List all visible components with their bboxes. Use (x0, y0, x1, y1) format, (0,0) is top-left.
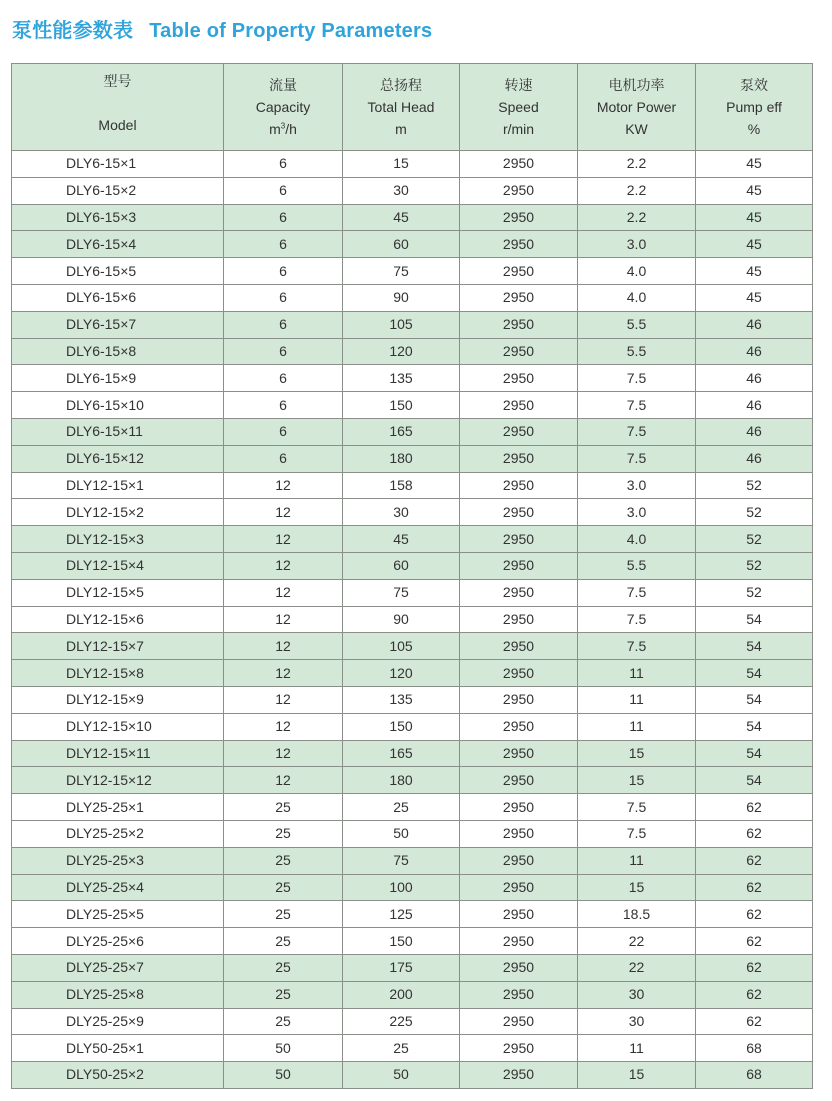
cell-capacity: 25 (224, 901, 343, 928)
page-title (12, 14, 432, 43)
table-row (12, 660, 813, 687)
cell-power: 11 (578, 660, 696, 687)
cell-speed: 2950 (460, 258, 578, 285)
cell-power: 30 (578, 1008, 696, 1035)
cell-eff: 46 (696, 418, 813, 445)
table-row (12, 552, 813, 579)
cell-speed: 2950 (460, 740, 578, 767)
table-row (12, 1008, 813, 1035)
cell-head: 25 (343, 794, 460, 821)
table-row (12, 445, 813, 472)
header-speed-unit: r/min (502, 121, 535, 137)
cell-eff: 45 (696, 177, 813, 204)
cell-eff: 54 (696, 740, 813, 767)
cell-model: DLY12-15×3 (12, 526, 224, 553)
cell-model: DLY12-15×12 (12, 767, 224, 794)
cell-head: 60 (343, 552, 460, 579)
cell-eff: 62 (696, 874, 813, 901)
cell-eff: 62 (696, 981, 813, 1008)
header-head-cn: 总扬程 (380, 77, 422, 93)
cell-head: 45 (343, 526, 460, 553)
cell-power: 11 (578, 1035, 696, 1062)
header-capacity-cn: 流量 (269, 77, 297, 93)
cell-power: 15 (578, 874, 696, 901)
table-row (12, 1062, 813, 1089)
header-model-cn: 型号 (103, 73, 132, 89)
cell-eff: 52 (696, 499, 813, 526)
cell-head: 135 (343, 686, 460, 713)
cell-model: DLY6-15×6 (12, 284, 224, 311)
cell-power: 15 (578, 767, 696, 794)
cell-head: 158 (343, 472, 460, 499)
cell-model: DLY6-15×1 (12, 151, 224, 178)
cell-head: 180 (343, 767, 460, 794)
cell-model: DLY6-15×7 (12, 311, 224, 338)
header-capacity (224, 64, 343, 151)
cell-capacity: 25 (224, 928, 343, 955)
cell-head: 120 (343, 660, 460, 687)
property-parameters-table (11, 63, 813, 1089)
cell-eff: 54 (696, 767, 813, 794)
cell-head: 75 (343, 579, 460, 606)
cell-head: 150 (343, 713, 460, 740)
cell-eff: 68 (696, 1035, 813, 1062)
cell-capacity: 6 (224, 204, 343, 231)
cell-power: 30 (578, 981, 696, 1008)
cell-capacity: 12 (224, 767, 343, 794)
cell-speed: 2950 (460, 472, 578, 499)
cell-capacity: 6 (224, 365, 343, 392)
cell-speed: 2950 (460, 981, 578, 1008)
cell-speed: 2950 (460, 418, 578, 445)
cell-capacity: 6 (224, 177, 343, 204)
cell-head: 120 (343, 338, 460, 365)
cell-capacity: 12 (224, 686, 343, 713)
cell-capacity: 12 (224, 606, 343, 633)
header-speed-cn: 转速 (504, 77, 533, 93)
cell-capacity: 12 (224, 713, 343, 740)
cell-power: 5.5 (578, 338, 696, 365)
cell-speed: 2950 (460, 579, 578, 606)
cell-model: DLY12-15×4 (12, 552, 224, 579)
table-row (12, 981, 813, 1008)
cell-capacity: 25 (224, 954, 343, 981)
cell-speed: 2950 (460, 874, 578, 901)
cell-power: 5.5 (578, 311, 696, 338)
cell-model: DLY12-15×5 (12, 579, 224, 606)
cell-eff: 46 (696, 392, 813, 419)
cell-model: DLY6-15×4 (12, 231, 224, 258)
cell-model: DLY12-15×11 (12, 740, 224, 767)
cell-speed: 2950 (460, 954, 578, 981)
cell-model: DLY25-25×2 (12, 820, 224, 847)
cell-head: 165 (343, 418, 460, 445)
header-head-unit: m (395, 121, 407, 137)
table-row (12, 338, 813, 365)
cell-eff: 46 (696, 365, 813, 392)
table-row (12, 418, 813, 445)
cell-capacity: 25 (224, 1008, 343, 1035)
cell-model: DLY25-25×6 (12, 928, 224, 955)
cell-model: DLY25-25×4 (12, 874, 224, 901)
cell-speed: 2950 (460, 820, 578, 847)
cell-eff: 62 (696, 847, 813, 874)
header-power-cn: 电机功率 (608, 77, 665, 93)
cell-power: 2.2 (578, 204, 696, 231)
cell-power: 2.2 (578, 177, 696, 204)
cell-speed: 2950 (460, 606, 578, 633)
cell-capacity: 6 (224, 392, 343, 419)
cell-head: 75 (343, 847, 460, 874)
cell-eff: 46 (696, 445, 813, 472)
cell-power: 7.5 (578, 794, 696, 821)
cell-capacity: 25 (224, 874, 343, 901)
cell-model: DLY12-15×9 (12, 686, 224, 713)
cell-capacity: 50 (224, 1062, 343, 1089)
cell-eff: 54 (696, 686, 813, 713)
cell-model: DLY6-15×5 (12, 258, 224, 285)
header-speed-en: Speed (498, 99, 539, 115)
cell-eff: 46 (696, 338, 813, 365)
table-row (12, 820, 813, 847)
cell-capacity: 25 (224, 847, 343, 874)
cell-model: DLY6-15×2 (12, 177, 224, 204)
header-power-en: Motor Power (596, 99, 677, 115)
cell-model: DLY50-25×2 (12, 1062, 224, 1089)
header-eff-en: Pump eff (726, 99, 782, 115)
cell-power: 11 (578, 847, 696, 874)
cell-eff: 62 (696, 954, 813, 981)
table-row (12, 633, 813, 660)
cell-power: 4.0 (578, 258, 696, 285)
cell-speed: 2950 (460, 1035, 578, 1062)
table-row (12, 606, 813, 633)
cell-speed: 2950 (460, 1062, 578, 1089)
table-row (12, 284, 813, 311)
cell-eff: 45 (696, 204, 813, 231)
cell-speed: 2950 (460, 847, 578, 874)
cell-speed: 2950 (460, 499, 578, 526)
table-row (12, 472, 813, 499)
cell-eff: 54 (696, 713, 813, 740)
cell-capacity: 6 (224, 151, 343, 178)
cell-power: 22 (578, 954, 696, 981)
cell-model: DLY25-25×9 (12, 1008, 224, 1035)
cell-power: 7.5 (578, 392, 696, 419)
table-row (12, 874, 813, 901)
cell-eff: 54 (696, 606, 813, 633)
cell-head: 30 (343, 177, 460, 204)
cell-speed: 2950 (460, 794, 578, 821)
table-row (12, 151, 813, 178)
cell-model: DLY6-15×8 (12, 338, 224, 365)
cell-capacity: 12 (224, 740, 343, 767)
header-capacity-unit: $m^3/h$ (269, 121, 297, 137)
cell-speed: 2950 (460, 311, 578, 338)
table-row (12, 686, 813, 713)
cell-speed: 2950 (460, 445, 578, 472)
cell-speed: 2950 (460, 204, 578, 231)
cell-capacity: 6 (224, 445, 343, 472)
table-row (12, 954, 813, 981)
cell-capacity: 6 (224, 231, 343, 258)
cell-capacity: 50 (224, 1035, 343, 1062)
cell-power: 15 (578, 1062, 696, 1089)
cell-model: DLY25-25×3 (12, 847, 224, 874)
cell-model: DLY25-25×5 (12, 901, 224, 928)
cell-power: 7.5 (578, 633, 696, 660)
cell-model: DLY6-15×3 (12, 204, 224, 231)
cell-speed: 2950 (460, 660, 578, 687)
cell-power: 3.0 (578, 499, 696, 526)
cell-power: 11 (578, 713, 696, 740)
cell-speed: 2950 (460, 338, 578, 365)
cell-eff: 54 (696, 633, 813, 660)
cell-capacity: 6 (224, 258, 343, 285)
cell-head: 25 (343, 1035, 460, 1062)
cell-eff: 62 (696, 1008, 813, 1035)
cell-head: 135 (343, 365, 460, 392)
cell-power: 15 (578, 740, 696, 767)
header-eff (696, 64, 813, 151)
cell-speed: 2950 (460, 633, 578, 660)
cell-eff: 52 (696, 552, 813, 579)
cell-eff: 52 (696, 526, 813, 553)
page-title-cn: 泵性能参数表 (12, 20, 134, 42)
cell-head: 225 (343, 1008, 460, 1035)
cell-power: 7.5 (578, 445, 696, 472)
cell-capacity: 12 (224, 526, 343, 553)
table-row (12, 204, 813, 231)
cell-capacity: 12 (224, 660, 343, 687)
cell-capacity: 12 (224, 499, 343, 526)
cell-eff: 62 (696, 901, 813, 928)
cell-head: 150 (343, 928, 460, 955)
cell-head: 50 (343, 1062, 460, 1089)
cell-speed: 2950 (460, 767, 578, 794)
cell-head: 180 (343, 445, 460, 472)
header-eff-cn: 泵效 (740, 77, 768, 93)
cell-power: 3.0 (578, 231, 696, 258)
cell-model: DLY6-15×10 (12, 392, 224, 419)
cell-model: DLY6-15×12 (12, 445, 224, 472)
table-row (12, 365, 813, 392)
header-model-en: Model (98, 117, 137, 133)
table-row (12, 392, 813, 419)
cell-head: 60 (343, 231, 460, 258)
cell-power: 22 (578, 928, 696, 955)
cell-power: 4.0 (578, 284, 696, 311)
table-row (12, 928, 813, 955)
cell-capacity: 12 (224, 579, 343, 606)
cell-model: DLY25-25×7 (12, 954, 224, 981)
cell-model: DLY12-15×6 (12, 606, 224, 633)
cell-power: 5.5 (578, 552, 696, 579)
table-row (12, 499, 813, 526)
header-head-en: Total Head (367, 99, 435, 115)
table-row (12, 579, 813, 606)
cell-model: DLY12-15×10 (12, 713, 224, 740)
table-row (12, 901, 813, 928)
header-speed (460, 64, 578, 151)
cell-eff: 45 (696, 151, 813, 178)
table-row (12, 526, 813, 553)
cell-speed: 2950 (460, 713, 578, 740)
cell-model: DLY12-15×1 (12, 472, 224, 499)
cell-speed: 2950 (460, 365, 578, 392)
page-title-en: Table of Property Parameters (149, 20, 433, 42)
table-header-row (12, 64, 813, 151)
header-model (12, 64, 224, 151)
cell-head: 15 (343, 151, 460, 178)
table-row (12, 311, 813, 338)
header-power-unit: KW (625, 121, 648, 137)
cell-eff: 52 (696, 579, 813, 606)
cell-speed: 2950 (460, 928, 578, 955)
cell-eff: 45 (696, 258, 813, 285)
header-power (578, 64, 696, 151)
cell-speed: 2950 (460, 284, 578, 311)
cell-capacity: 12 (224, 472, 343, 499)
cell-speed: 2950 (460, 901, 578, 928)
cell-power: 7.5 (578, 365, 696, 392)
header-head (343, 64, 460, 151)
cell-capacity: 25 (224, 820, 343, 847)
cell-speed: 2950 (460, 1008, 578, 1035)
table-row (12, 231, 813, 258)
cell-head: 90 (343, 606, 460, 633)
table-row (12, 767, 813, 794)
cell-speed: 2950 (460, 552, 578, 579)
cell-power: 11 (578, 686, 696, 713)
table-row (12, 713, 813, 740)
table-body (12, 151, 813, 1089)
cell-model: DLY50-25×1 (12, 1035, 224, 1062)
cell-head: 90 (343, 284, 460, 311)
cell-speed: 2950 (460, 177, 578, 204)
cell-head: 105 (343, 311, 460, 338)
cell-speed: 2950 (460, 526, 578, 553)
cell-head: 45 (343, 204, 460, 231)
cell-model: DLY6-15×11 (12, 418, 224, 445)
table-row (12, 847, 813, 874)
cell-head: 30 (343, 499, 460, 526)
cell-head: 175 (343, 954, 460, 981)
cell-capacity: 12 (224, 552, 343, 579)
table-row (12, 740, 813, 767)
header-eff-unit: % (747, 121, 761, 137)
cell-power: 7.5 (578, 418, 696, 445)
cell-speed: 2950 (460, 151, 578, 178)
cell-eff: 54 (696, 660, 813, 687)
cell-speed: 2950 (460, 392, 578, 419)
cell-eff: 45 (696, 231, 813, 258)
cell-head: 100 (343, 874, 460, 901)
cell-head: 50 (343, 820, 460, 847)
cell-eff: 46 (696, 311, 813, 338)
cell-power: 18.5 (578, 901, 696, 928)
cell-model: DLY25-25×1 (12, 794, 224, 821)
cell-head: 75 (343, 258, 460, 285)
cell-model: DLY12-15×2 (12, 499, 224, 526)
cell-power: 7.5 (578, 579, 696, 606)
cell-power: 4.0 (578, 526, 696, 553)
cell-capacity: 12 (224, 633, 343, 660)
cell-head: 105 (343, 633, 460, 660)
cell-speed: 2950 (460, 686, 578, 713)
cell-head: 150 (343, 392, 460, 419)
cell-power: 2.2 (578, 151, 696, 178)
cell-eff: 62 (696, 794, 813, 821)
cell-head: 165 (343, 740, 460, 767)
cell-eff: 45 (696, 284, 813, 311)
cell-eff: 68 (696, 1062, 813, 1089)
cell-eff: 62 (696, 928, 813, 955)
cell-eff: 62 (696, 820, 813, 847)
cell-model: DLY25-25×8 (12, 981, 224, 1008)
cell-capacity: 6 (224, 311, 343, 338)
table-row (12, 794, 813, 821)
cell-capacity: 25 (224, 981, 343, 1008)
cell-capacity: 6 (224, 284, 343, 311)
cell-capacity: 6 (224, 338, 343, 365)
cell-model: DLY12-15×8 (12, 660, 224, 687)
table-row (12, 258, 813, 285)
cell-head: 125 (343, 901, 460, 928)
cell-speed: 2950 (460, 231, 578, 258)
cell-model: DLY6-15×9 (12, 365, 224, 392)
cell-model: DLY12-15×7 (12, 633, 224, 660)
cell-eff: 52 (696, 472, 813, 499)
header-capacity-en: Capacity (255, 99, 311, 115)
cell-head: 200 (343, 981, 460, 1008)
table-row (12, 1035, 813, 1062)
cell-power: 7.5 (578, 820, 696, 847)
cell-capacity: 6 (224, 418, 343, 445)
cell-power: 3.0 (578, 472, 696, 499)
cell-capacity: 25 (224, 794, 343, 821)
cell-power: 7.5 (578, 606, 696, 633)
table-row (12, 177, 813, 204)
